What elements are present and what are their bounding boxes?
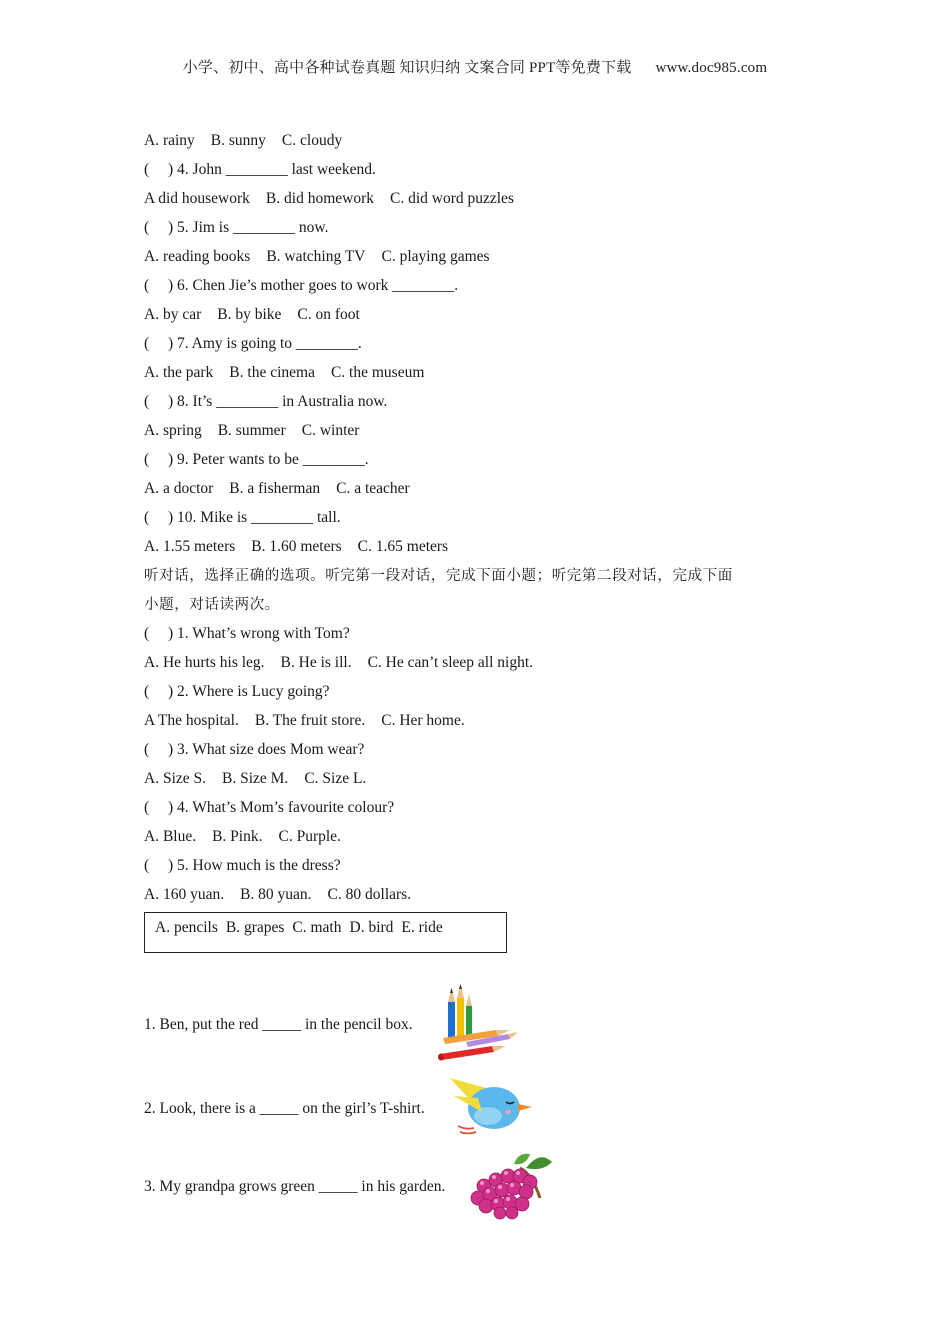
answer-option: A. reading books <box>144 248 251 265</box>
word-option: C. math <box>292 919 342 936</box>
question-text: ) 6. Chen Jie’s mother goes to work ________. <box>168 277 459 294</box>
answer-blank: ( <box>144 857 150 874</box>
answer-option: C. He can’t sleep all night. <box>367 654 534 671</box>
answer-blank: ( <box>144 451 150 468</box>
answer-options <box>144 650 804 679</box>
answer-blank: ( <box>144 741 150 758</box>
answer-option: C. cloudy <box>281 132 343 149</box>
question-text: ) 5. How much is the dress? <box>168 857 341 874</box>
picture-question-3: 3. My grandpa grows green _____ in his garden. <box>144 1178 446 1195</box>
answer-options <box>144 882 804 911</box>
answer-option: B. 80 yuan. <box>240 886 312 903</box>
question-line <box>144 679 804 708</box>
question-line <box>144 447 804 476</box>
question-text: ) 4. What’s Mom’s favourite colour? <box>168 799 395 816</box>
answer-option: B. The fruit store. <box>254 712 366 729</box>
question-text: ) 5. Jim is ________ now. <box>168 219 329 236</box>
answer-options <box>144 766 804 795</box>
answer-options <box>144 476 804 505</box>
answer-option: B. watching TV <box>266 248 366 265</box>
question-text: ) 10. Mike is ________ tall. <box>168 509 341 526</box>
answer-option: C. 1.65 meters <box>357 538 449 555</box>
question-text: ) 1. What’s wrong with Tom? <box>168 625 350 642</box>
answer-blank: ( <box>144 625 150 642</box>
question-line <box>144 505 804 534</box>
page-header <box>0 56 950 77</box>
answer-option: C. playing games <box>381 248 490 265</box>
question-line <box>144 331 804 360</box>
header-site: www.doc985.com <box>655 60 768 76</box>
answer-option: B. the cinema <box>229 364 315 381</box>
answer-option: B. did homework <box>265 190 374 207</box>
question-text: ) 4. John ________ last weekend. <box>168 161 376 178</box>
answer-option: B. sunny <box>210 132 266 149</box>
answer-blank: ( <box>144 509 150 526</box>
answer-option: C. on foot <box>297 306 360 323</box>
answer-option: C. winter <box>301 422 360 439</box>
question-text: ) 2. Where is Lucy going? <box>168 683 330 700</box>
question-line <box>144 157 804 186</box>
answer-option: A. He hurts his leg. <box>144 654 265 671</box>
answer-option: B. Size M. <box>222 770 289 787</box>
answer-option: A. spring <box>144 422 202 439</box>
answer-option: C. did word puzzles <box>389 190 514 207</box>
answer-blank: ( <box>144 335 150 352</box>
grapes-icon <box>470 1150 560 1220</box>
answer-options <box>144 418 804 447</box>
word-option: A. pencils <box>155 919 218 936</box>
word-option: E. ride <box>401 919 443 936</box>
answer-options <box>144 128 804 157</box>
answer-option: A. the park <box>144 364 214 381</box>
question-text: ) 3. What size does Mom wear? <box>168 741 365 758</box>
word-bank-box <box>144 912 507 953</box>
answer-options <box>144 534 804 563</box>
answer-option: A. rainy <box>144 132 195 149</box>
answer-option: B. Pink. <box>212 828 263 845</box>
answer-blank: ( <box>144 799 150 816</box>
picture-question-1: 1. Ben, put the red _____ in the pencil box. <box>144 1016 413 1033</box>
answer-blank: ( <box>144 683 150 700</box>
answer-option: B. a fisherman <box>229 480 321 497</box>
answer-options <box>144 244 804 273</box>
answer-option: B. by bike <box>217 306 282 323</box>
answer-option: C. Purple. <box>278 828 341 845</box>
answer-option: C. the museum <box>330 364 425 381</box>
answer-blank: ( <box>144 277 150 294</box>
question-line <box>144 737 804 766</box>
answer-option: C. Her home. <box>381 712 465 729</box>
picture-question-2: 2. Look, there is a _____ on the girl’s T-shirt. <box>144 1100 425 1117</box>
answer-options <box>144 708 804 737</box>
bird-icon <box>448 1074 534 1140</box>
question-text: ) 9. Peter wants to be ________. <box>168 451 369 468</box>
question-line <box>144 795 804 824</box>
question-line <box>144 853 804 882</box>
answer-option: A did housework <box>144 190 250 207</box>
answer-option: A. by car <box>144 306 202 323</box>
answer-option: C. a teacher <box>336 480 410 497</box>
question-line <box>144 389 804 418</box>
question-line <box>144 215 804 244</box>
word-option: B. grapes <box>225 919 285 936</box>
instruction-text: 听对话，选择正确的选项。听完第一段对话，完成下面小题；听完第二段对话，完成下面 <box>144 568 733 584</box>
question-text: ) 8. It’s ________ in Australia now. <box>168 393 388 410</box>
answer-option: B. 1.60 meters <box>251 538 342 555</box>
pencils-icon <box>436 982 520 1064</box>
question-line <box>144 621 804 650</box>
answer-option: B. He is ill. <box>280 654 352 671</box>
answer-options <box>144 302 804 331</box>
answer-options <box>144 186 804 215</box>
answer-option: A The hospital. <box>144 712 239 729</box>
question-text: ) 7. Amy is going to ________. <box>168 335 362 352</box>
answer-blank: ( <box>144 393 150 410</box>
answer-option: A. Blue. <box>144 828 197 845</box>
answer-option: A. a doctor <box>144 480 214 497</box>
header-text: 小学、初中、高中各种试卷真题 知识归纳 文案合同 PPT等免费下载 <box>182 60 632 76</box>
answer-blank: ( <box>144 161 150 178</box>
answer-option: B. summer <box>217 422 286 439</box>
question-list <box>144 128 804 911</box>
answer-option: A. 160 yuan. <box>144 886 225 903</box>
answer-blank: ( <box>144 219 150 236</box>
answer-options <box>144 824 804 853</box>
answer-option: A. Size S. <box>144 770 206 787</box>
answer-options <box>144 360 804 389</box>
question-line <box>144 273 804 302</box>
instruction-text: 小题，对话读两次。 <box>144 597 280 613</box>
answer-option: A. 1.55 meters <box>144 538 236 555</box>
word-option: D. bird <box>349 919 394 936</box>
answer-option: C. Size L. <box>304 770 367 787</box>
answer-option: C. 80 dollars. <box>327 886 412 903</box>
